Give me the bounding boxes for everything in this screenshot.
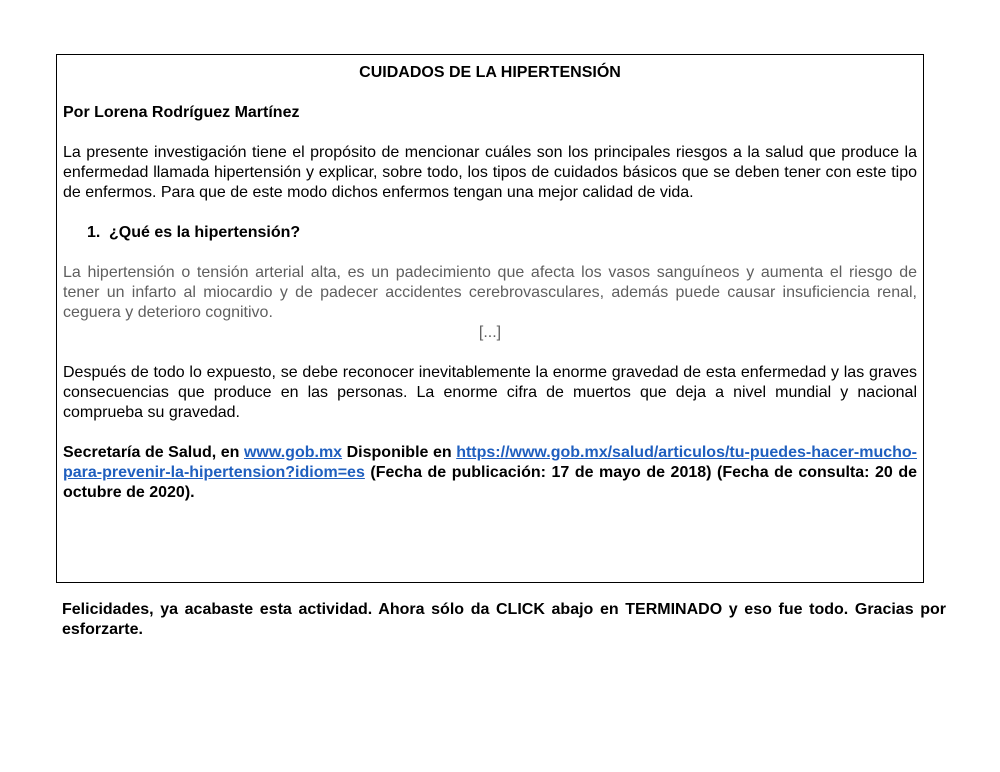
conclusion-paragraph: Después de todo lo expuesto, se debe reconocer inevitablemente la enorme gravedad de esta enfermedad y las graves consecuencias que produce en las personas. La enorme cifra de muertos que deja a nivel mundial y nacional comprueba su gravedad. — [63, 364, 917, 421]
section-title: ¿Qué es la hipertensión? — [109, 224, 301, 241]
publication-date: (Fecha de publicación: 17 de mayo de 2018) — [370, 464, 712, 481]
completion-message: Felicidades, ya acabaste esta actividad. Ahora sólo da CLICK abajo en TERMINADO y eso fue todo. Gracias por esforzarte. — [62, 601, 946, 638]
intro-paragraph: La presente investigación tiene el propósito de mencionar cuáles son los principales riesgos a la salud que produce la enfermedad llamada hipertensión y explicar, sobre todo, los tipos de cuidados básicos que se deben tener con este tipo de enfermos. Para que de este modo dichos enfermos tengan una mejor calidad de vida. — [63, 144, 917, 201]
author-line: Por Lorena Rodríguez Martínez — [63, 104, 300, 121]
gob-mx-link[interactable]: www.gob.mx — [243, 444, 343, 461]
reference-available: Disponible en — [346, 444, 452, 461]
document-box — [56, 54, 924, 583]
section-number: 1. — [87, 224, 101, 241]
reference-paragraph — [63, 443, 917, 503]
omission-marker: [...] — [478, 324, 502, 341]
document-title: CUIDADOS DE LA HIPERTENSIÓN — [359, 64, 621, 81]
consultation-date: (Fecha de consulta: 20 de octubre de 2020). — [63, 464, 918, 501]
section-heading — [87, 223, 917, 243]
reference-prefix: Secretaría de Salud, en — [63, 444, 240, 461]
quote-paragraph: La hipertensión o tensión arterial alta, es un padecimiento que afecta los vasos sanguíneos y aumenta el riesgo de tener un infarto al miocardio y de padecer accidentes cerebrovasculares, además puede causar insuficiencia renal, ceguera y deterioro cognitivo. — [63, 264, 917, 321]
article-url-link[interactable]: https://www.gob.mx/salud/articulos/tu-puedes-hacer-mucho-para-prevenir-la-hipertension?idiom=es — [63, 444, 917, 481]
